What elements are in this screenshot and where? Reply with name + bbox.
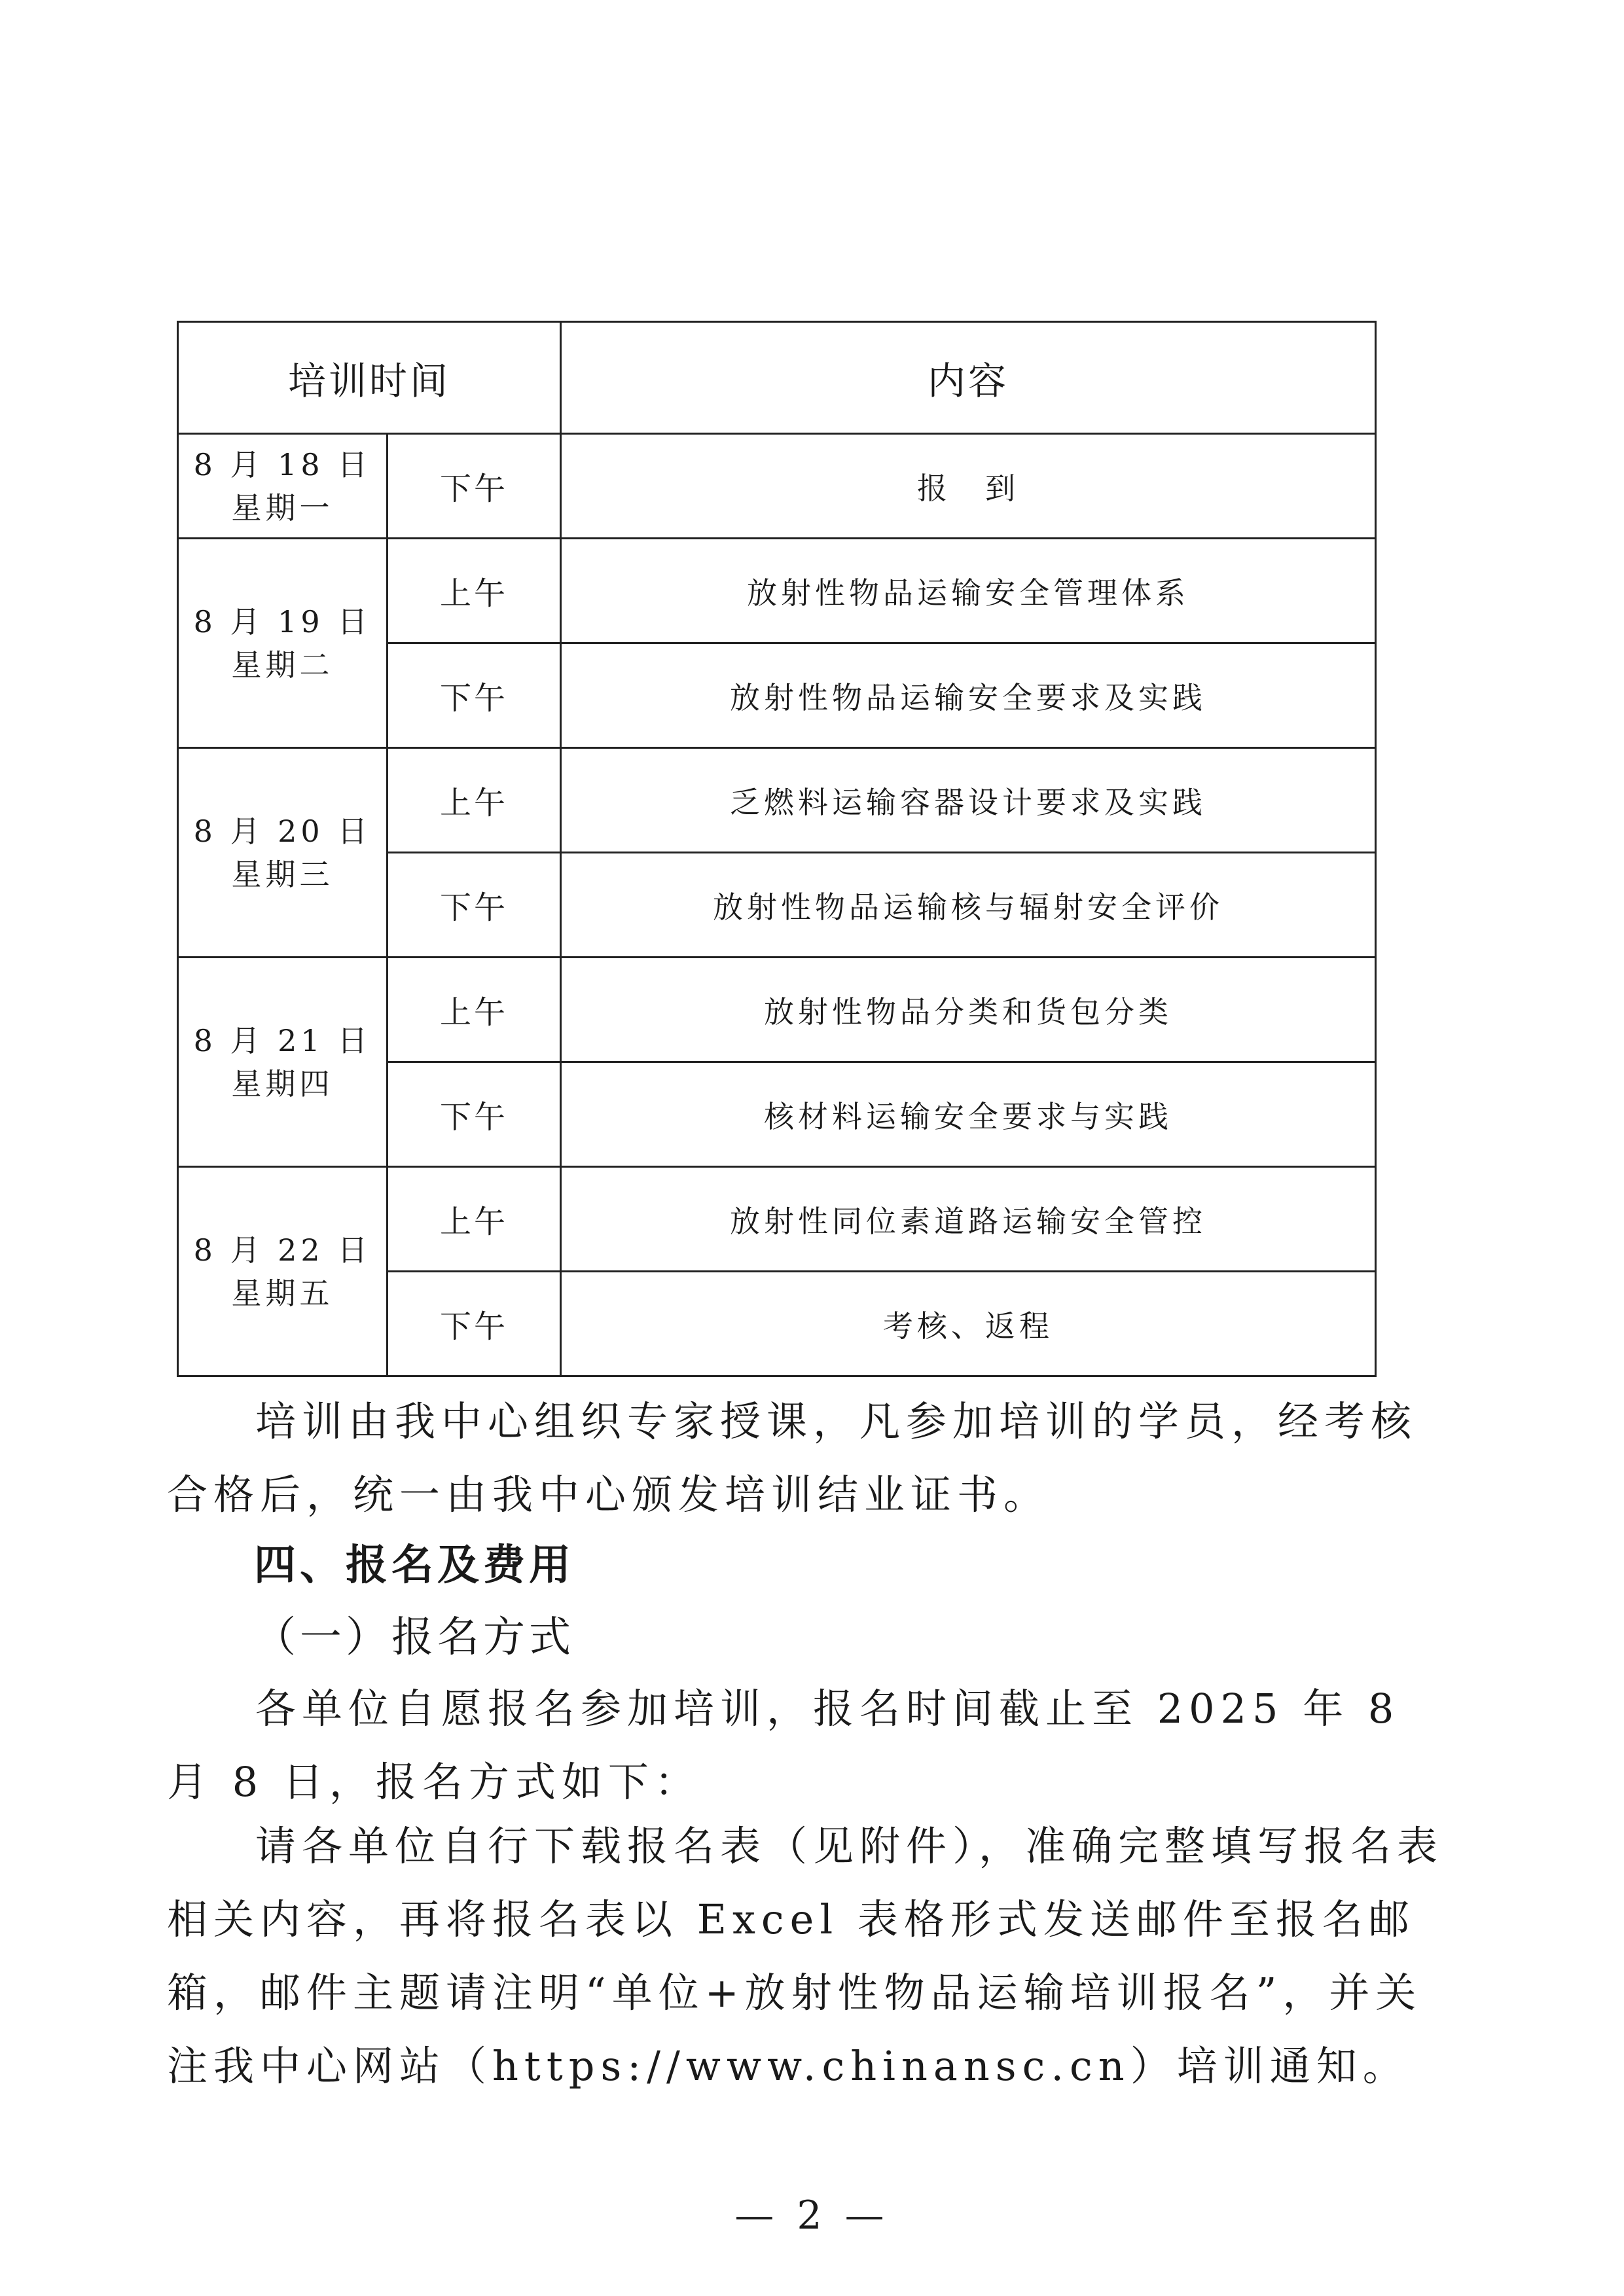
paragraph-instructions: 请各单位自行下载报名表（见附件），准确完整填写报名表相关内容，再将报名表以 Excel 表格形式发送邮件至报名邮箱，邮件主题请注明“单位+放射性物品运输培训报名”，并关注我中心网站（https://www.chinansc.cn）培训通知。: [167, 1822, 1444, 2090]
time-slot: 下午: [388, 434, 561, 539]
session-content: 放射性物品分类和货包分类: [561, 958, 1376, 1062]
session-content: 放射性同位素道路运输安全管控: [561, 1167, 1376, 1272]
table-row: [178, 539, 1376, 643]
date-cell: [178, 1167, 388, 1376]
date-text: 8 月 18 日: [193, 446, 372, 482]
time-slot: 下午: [388, 1062, 561, 1167]
session-content: 放射性物品运输安全管理体系: [561, 539, 1376, 643]
time-slot: 上午: [388, 958, 561, 1062]
paragraph-deadline: 各单位自愿报名参加培训，报名时间截止至 2025 年 8 月 8 日，报名方式如下：: [167, 1685, 1400, 1806]
header-content: 内容: [561, 322, 1376, 434]
training-schedule-table: [177, 321, 1377, 1377]
weekday-text: 星期三: [231, 856, 334, 892]
date-cell: [178, 748, 388, 958]
weekday-text: 星期五: [231, 1275, 334, 1311]
date-cell: [178, 958, 388, 1167]
date-text: 8 月 21 日: [193, 1022, 372, 1058]
page-number: — 2 —: [734, 2193, 890, 2238]
weekday-text: 星期四: [231, 1066, 334, 1102]
weekday-text: 星期二: [231, 647, 334, 683]
table-row: [178, 1167, 1376, 1272]
session-content: 放射性物品运输核与辐射安全评价: [561, 853, 1376, 958]
date-text: 8 月 22 日: [193, 1232, 372, 1268]
time-slot: 下午: [388, 853, 561, 958]
time-slot: 下午: [388, 1272, 561, 1376]
subsection-heading-method: （一）报名方式: [254, 1613, 575, 1662]
session-content: 报 到: [561, 434, 1376, 539]
table-row: [178, 958, 1376, 1062]
time-slot: 上午: [388, 748, 561, 853]
weekday-text: 星期一: [231, 490, 334, 526]
paragraph-certificate: 培训由我中心组织专家授课，凡参加培训的学员，经考核合格后，统一由我中心颁发培训结业证书。: [167, 1397, 1418, 1518]
section-heading-registration: 四、报名及费用: [254, 1541, 575, 1590]
time-slot: 下午: [388, 643, 561, 748]
table-row: [178, 748, 1376, 853]
session-content: 放射性物品运输安全要求及实践: [561, 643, 1376, 748]
header-training-time: 培训时间: [178, 322, 561, 434]
session-content: 乏燃料运输容器设计要求及实践: [561, 748, 1376, 853]
date-text: 8 月 19 日: [193, 603, 372, 639]
session-content: 考核、返程: [561, 1272, 1376, 1376]
table-row: [178, 434, 1376, 539]
date-text: 8 月 20 日: [193, 813, 372, 849]
session-content: 核材料运输安全要求与实践: [561, 1062, 1376, 1167]
date-cell: [178, 539, 388, 748]
date-cell: [178, 434, 388, 539]
time-slot: 上午: [388, 1167, 561, 1272]
time-slot: 上午: [388, 539, 561, 643]
